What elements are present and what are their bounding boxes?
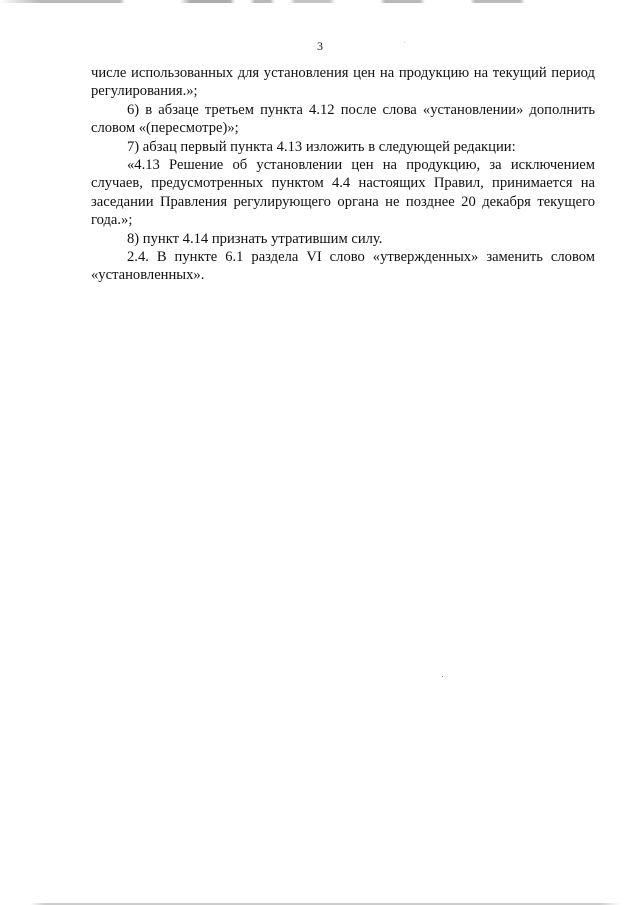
scan-artifact-top bbox=[0, 0, 640, 3]
scan-speck bbox=[442, 676, 443, 677]
page-number: 3 bbox=[317, 39, 323, 53]
paragraph-2-4: 2.4. В пункте 6.1 раздела VI слово «утвержденных» заменить словом «установленных». bbox=[91, 249, 595, 284]
paragraph-quote-4-13: «4.13 Решение об установлении цен на продукцию, за исключением случаев, предусмотренных пунктом 4.4 настоящих Правил, принимается на заседании Правления регулирующего органа не позднее 20 декабря текущего года.»; bbox=[91, 157, 595, 229]
paragraph-item-6: 6) в абзаце третьем пункта 4.12 после слова «установлении» дополнить словом «(пересмотре)»; bbox=[91, 101, 595, 137]
paragraph-continuation: числе использованных для установления цен на продукцию на текущий период регулирования.»; bbox=[91, 65, 595, 100]
paragraph-item-8: 8) пункт 4.14 признать утратившим силу. bbox=[127, 230, 383, 247]
scan-speck bbox=[404, 42, 405, 43]
paragraph-item-7: 7) абзац первый пункта 4.13 изложить в следующей редакции: bbox=[127, 138, 516, 155]
document-body bbox=[91, 64, 595, 285]
